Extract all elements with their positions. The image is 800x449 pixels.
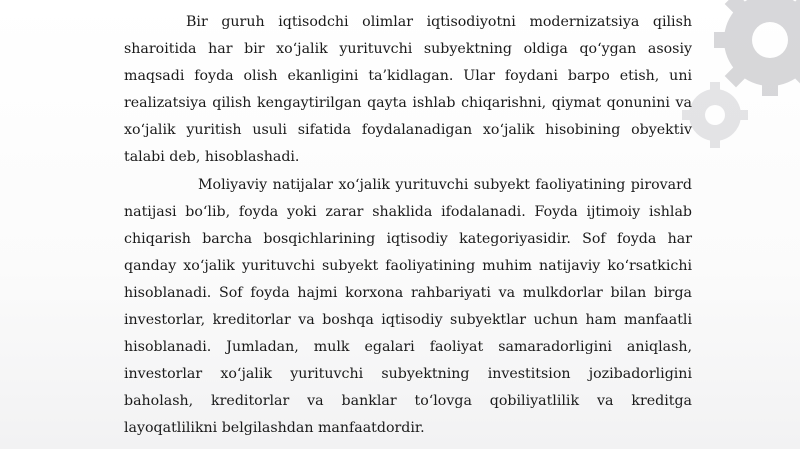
paragraph: Moliyaviy natijalar xo‘jalik yurituvchi subyekt faoliyatining pirovard natijasi bo‘lib, foyda yoki zarar shaklida ifodalanadi. Foyda ijtimoiy ishlab chiqarish barcha bosqichlarining iqtisodiy kategoriyasidir. Sof foyda har qanday xo‘jalik yurituvchi subyekt faoliyatining muhim natijaviy ko‘rsatkichi hisoblanadi. Sof foyda hajmi korxona rahbariyati va mulkdorlar bilan birga investorlar, kreditorlar va boshqa iqtisodiy subyektlar uchun ham manfaatli hisoblanadi. Jumladan, mulk egalari faoliyat samaradorligini aniqlash, investorlar xo‘jalik yurituvchi subyektning investitsion jozibadorligini baholash, kreditorlar va banklar to‘lovga qobiliyatlilik va kreditga layoqatlilikni belgilashdan manfaatdordir. — [124, 176, 692, 437]
paragraph: Bir guruh iqtisodchi olimlar iqtisodiyotni modernizatsiya qilish sharoitida har bir xo‘jalik yurituvchi subyektning oldiga qo‘ygan asosiy maqsadi foyda olish ekanligini ta’kidlagan. Ular foydani barpo etish, uni realizatsiya qilish kengaytirilgan qayta ishlab chiqarishni, qiymat qonunini va xo‘jalik yuritish usuli sifatida foydalanadigan xo‘jalik hisobining obyektiv talabi deb, hisoblashadi. — [124, 14, 692, 166]
document-body — [124, 9, 692, 443]
